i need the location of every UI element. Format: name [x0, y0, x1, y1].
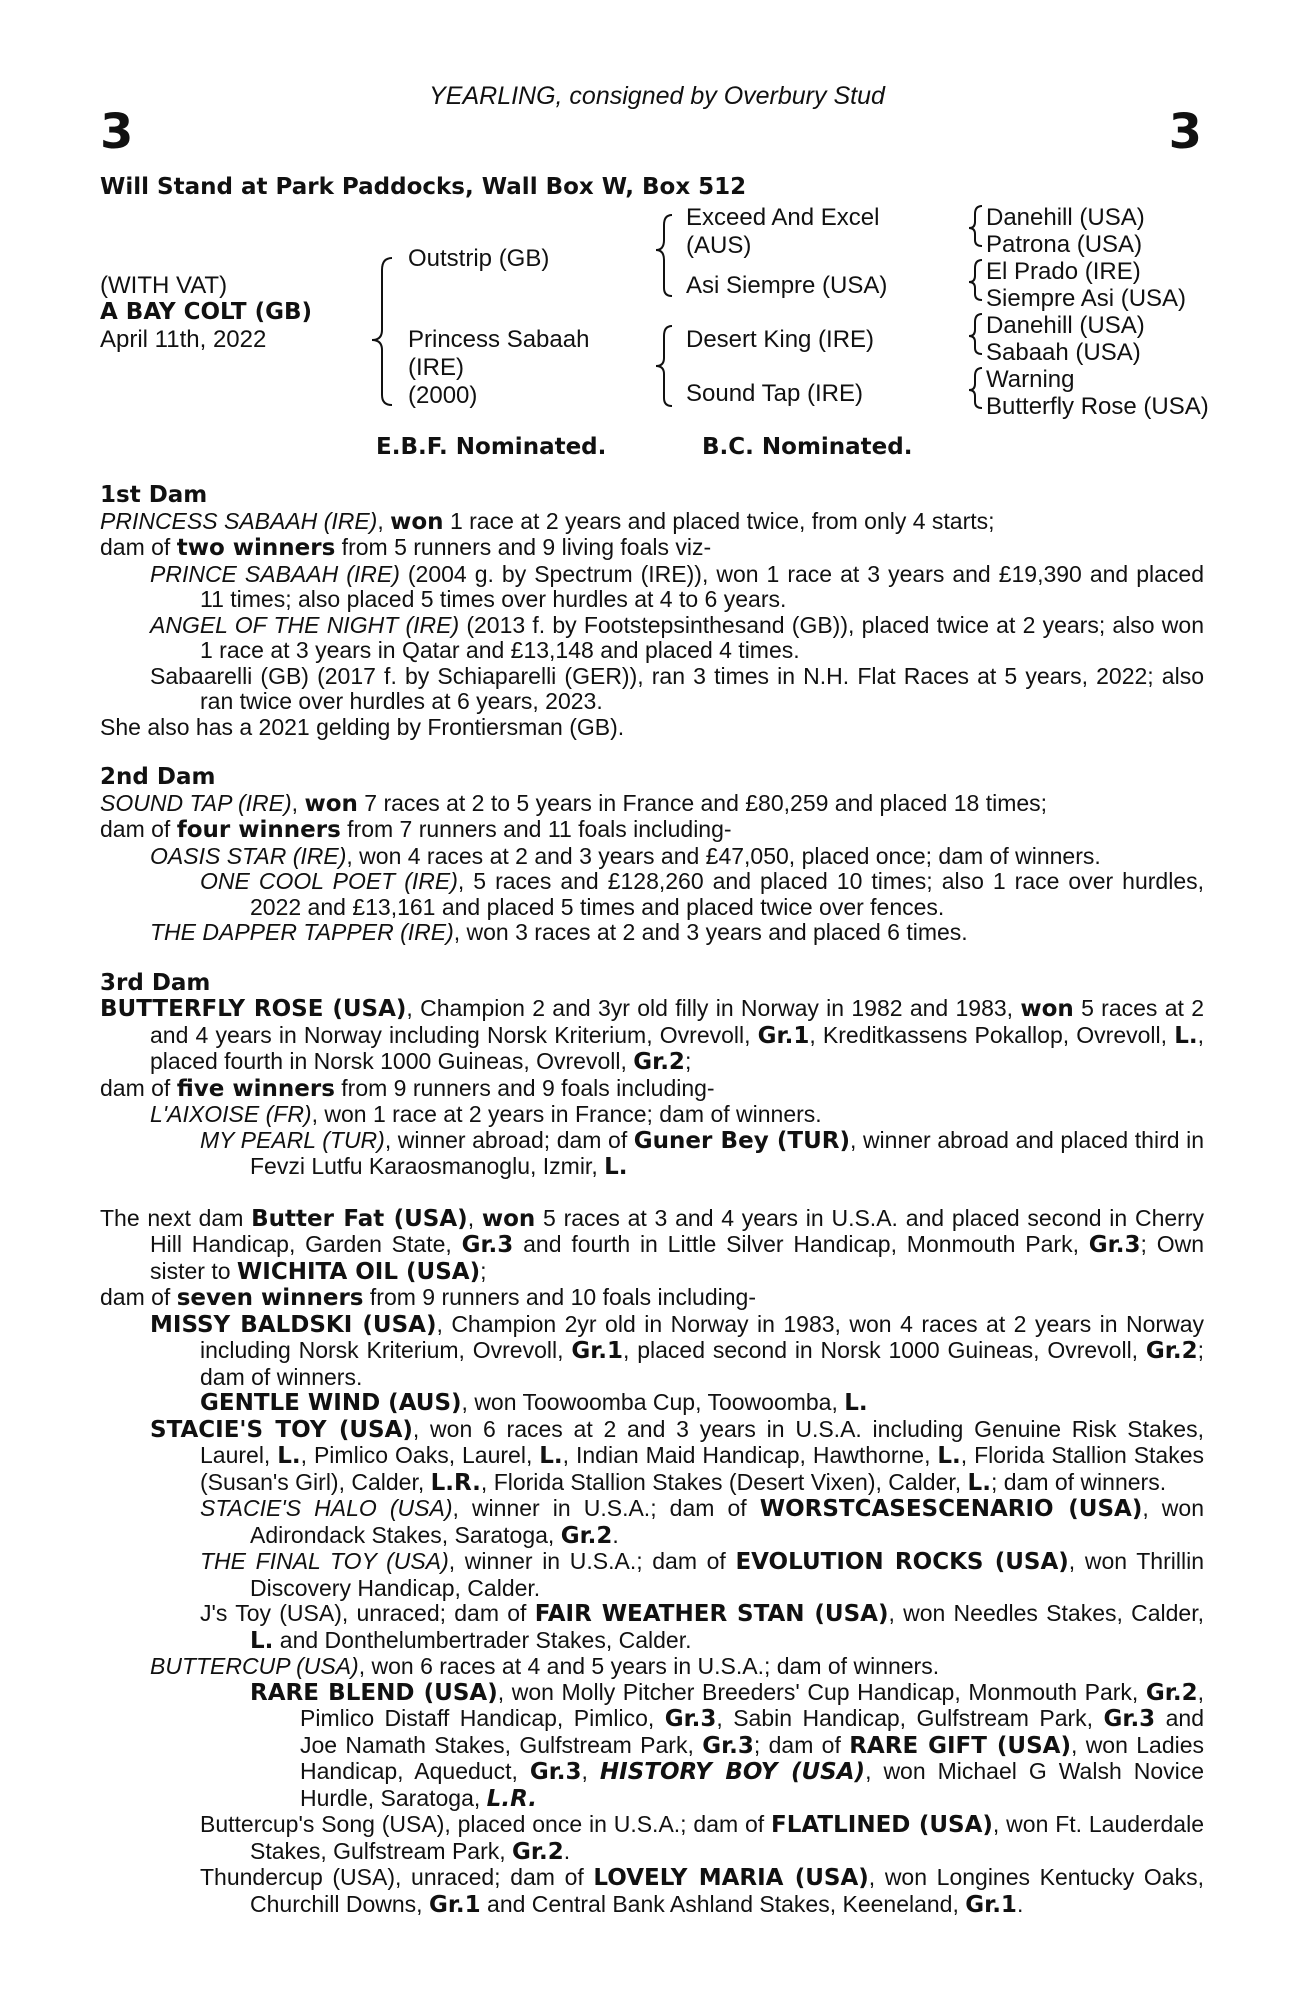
sale-subtitle: YEARLING, consigned by Overbury Stud	[429, 82, 885, 110]
progeny-thundercup: Thundercup (USA), unraced; dam of LOVELY MARIA (USA), won Longines Kentucky Oaks, Churchill Downs, Gr.1 and Central Bank Ashland Stakes, Keeneland, Gr.1.	[200, 1864, 1204, 1918]
ancestor-1: Danehill (USA)	[986, 204, 1145, 231]
progeny-stacies-toy: STACIE'S TOY (USA), won 6 races at 2 and 3 years in U.S.A. including Genuine Risk Stakes, Laurel, L., Pimlico Oaks, Laurel, L., Indian Maid Handicap, Hawthorne, L., Florida Stallion Stakes (Susan's Girl), Calder, L.R., Florida Stallion Stakes (Desert Vixen), Calder, L.; dam of winners.	[150, 1415, 1205, 1496]
horse-name: A BAY COLT (GB)	[100, 299, 313, 325]
progeny-my-pearl: MY PEARL (TUR), winner abroad; dam of Guner Bey (TUR), winner abroad and placed third in Fevzi Lutfu Karaosmanoglu, Izmir, L.	[200, 1126, 1204, 1180]
catalogue-body	[100, 483, 1204, 1918]
progeny-one-cool-poet: ONE COOL POET (IRE), 5 races and £128,260 and placed 10 times; also 1 race over hurdles, 2022 and £13,161 and placed 5 times and placed twice over fences.	[200, 868, 1204, 920]
progeny-gentle-wind: GENTLE WIND (AUS), won Toowoomba Cup, Toowoomba, L.	[200, 1389, 868, 1416]
progeny-sabaarelli: Sabaarelli (GB) (2017 f. by Schiaparelli (GER)), ran 3 times in N.H. Flat Races at 5 years, 2022; also ran twice over hurdles at 6 years, 2023.	[150, 662, 1204, 714]
g-brace-1	[969, 206, 982, 246]
ancestor-4: Siempre Asi (USA)	[986, 285, 1187, 312]
progeny-buttercups-song: Buttercup's Song (USA), placed once in U.S.A.; dam of FLATLINED (USA), won Ft. Lauderdale Stakes, Gulfstream Park, Gr.2.	[200, 1811, 1204, 1865]
ancestor-7: Warning	[986, 366, 1075, 393]
dam-name-line1: Princess Sabaah	[408, 326, 590, 353]
next-dam-entry: The next dam Butter Fat (USA), won 5 races at 3 and 4 years in U.S.A. and placed second in Cherry Hill Handicap, Garden State, Gr.3 and fourth in Little Silver Handicap, Monmouth Park, Gr.3; Own sister to WICHITA OIL (USA);	[100, 1204, 1204, 1285]
progeny-the-dapper-tapper: THE DAPPER TAPPER (IRE), won 3 races at 2 and 3 years and placed 6 times.	[150, 919, 968, 945]
g-brace-3	[969, 314, 982, 354]
first-dam-heading: 1st Dam	[100, 482, 208, 508]
third-dam-progeny-summary: dam of five winners from 9 runners and 9 foals including-	[100, 1074, 715, 1102]
bc-nominated: B.C. Nominated.	[702, 434, 913, 460]
vat-note: (WITH VAT)	[100, 272, 228, 299]
progeny-js-toy: J's Toy (USA), unraced; dam of FAIR WEATHER STAN (USA), won Needles Stakes, Calder, L. and Donthelumbertrader Stakes, Calder.	[200, 1600, 1205, 1654]
dam-dam: Sound Tap (IRE)	[686, 380, 863, 407]
progeny-rare-blend: RARE BLEND (USA), won Molly Pitcher Breeders' Cup Handicap, Monmouth Park, Gr.2, Pimlico Distaff Handicap, Pimlico, Gr.3, Sabin Handicap, Gulfstream Park, Gr.3 and Joe Namath Stakes, Gulfstream Park, Gr.3; dam of RARE GIFT (USA), won Ladies Handicap, Aqueduct, Gr.3, HISTORY BOY (USA), won Michael G Walsh Novice Hurdle, Saratoga, L.R.	[250, 1678, 1205, 1812]
third-dam-heading: 3rd Dam	[100, 969, 211, 996]
lot-number-right: 3	[1168, 104, 1202, 160]
second-dam-entry: SOUND TAP (IRE), won 7 races at 2 to 5 years in France and £80,259 and placed 18 times;	[100, 789, 1048, 817]
sire-brace	[656, 215, 672, 296]
progeny-prince-sabaah: PRINCE SABAAH (IRE) (2004 g. by Spectrum (IRE)), won 1 race at 3 years and £19,390 and placed 11 times; also placed 5 times over hurdles at 4 to 6 years.	[150, 560, 1205, 612]
first-dam-progeny-summary: dam of two winners from 5 runners and 9 living foals viz-	[100, 534, 712, 561]
second-dam-progeny-summary: dam of four winners from 7 runners and 11 foals including-	[100, 816, 732, 843]
second-dam-heading: 2nd Dam	[100, 764, 216, 790]
sire-sire-line1: Exceed And Excel	[686, 204, 880, 231]
dam-brace	[656, 326, 672, 406]
ebf-nominated: E.B.F. Nominated.	[376, 434, 607, 460]
dam-name-line2: (IRE)	[408, 354, 464, 381]
ancestor-8: Butterfly Rose (USA)	[986, 393, 1209, 420]
g-brace-2	[969, 260, 982, 300]
sire-dam: Asi Siempre (USA)	[686, 272, 888, 299]
progeny-angel-of-the-night: ANGEL OF THE NIGHT (IRE) (2013 f. by Footstepsinthesand (GB)), placed twice at 2 years; also won 1 race at 3 years in Qatar and £13,148 and placed 4 times.	[150, 611, 1205, 663]
ancestor-5: Danehill (USA)	[986, 312, 1145, 339]
ancestor-3: El Prado (IRE)	[986, 258, 1141, 285]
dam-sire: Desert King (IRE)	[686, 326, 875, 353]
progeny-missy-baldski: MISSY BALDSKI (USA), Champion 2yr old in Norway in 1983, won 4 races at 2 years in Norway including Norsk Kriterium, Ovrevoll, Gr.1, placed second in Norsk 1000 Guineas, Ovrevoll, Gr.2; dam of winners.	[150, 1310, 1204, 1390]
horse-dob: April 11th, 2022	[100, 326, 267, 353]
progeny-the-final-toy: THE FINAL TOY (USA), winner in U.S.A.; dam of EVOLUTION ROCKS (USA), won Thrillin Discovery Handicap, Calder.	[200, 1548, 1204, 1601]
progeny-stacies-halo: STACIE'S HALO (USA), winner in U.S.A.; dam of WORSTCASESCENARIO (USA), won Adirondack Stakes, Saratoga, Gr.2.	[200, 1495, 1204, 1549]
next-dam-progeny-summary: dam of seven winners from 9 runners and 10 foals including-	[100, 1284, 756, 1311]
sire-sire-line2: (AUS)	[686, 232, 752, 259]
progeny-buttercup: BUTTERCUP (USA), won 6 races at 4 and 5 years in U.S.A.; dam of winners.	[150, 1653, 940, 1679]
third-dam-entry: BUTTERFLY ROSE (USA), Champion 2 and 3yr old filly in Norway in 1982 and 1983, won 5 races at 2 and 4 years in Norway including Norsk Kriterium, Ovrevoll, Gr.1, Kreditkassens Pokallop, Ovrevoll, L., placed fourth in Norsk 1000 Guineas, Ovrevoll, Gr.2;	[100, 995, 1204, 1075]
first-dam-entry: PRINCESS SABAAH (IRE), won 1 race at 2 years and placed twice, from only 4 starts;	[100, 507, 995, 535]
sire-name: Outstrip (GB)	[408, 245, 550, 272]
stand-location: Will Stand at Park Paddocks, Wall Box W, Box 512	[100, 174, 747, 200]
progeny-oasis-star: OASIS STAR (IRE), won 4 races at 2 and 3 years and £47,050, placed once; dam of winners.	[150, 842, 1101, 869]
lot-number-left: 3	[100, 104, 134, 160]
main-brace	[372, 258, 392, 405]
ancestor-2: Patrona (USA)	[986, 231, 1143, 258]
g-brace-4	[969, 368, 982, 408]
dam-year: (2000)	[408, 382, 478, 409]
ancestor-6: Sabaah (USA)	[986, 339, 1141, 366]
progeny-laixoise: L'AIXOISE (FR), won 1 race at 2 years in France; dam of winners.	[150, 1101, 822, 1127]
progeny-2021-gelding: She also has a 2021 gelding by Frontiersman (GB).	[100, 713, 625, 740]
